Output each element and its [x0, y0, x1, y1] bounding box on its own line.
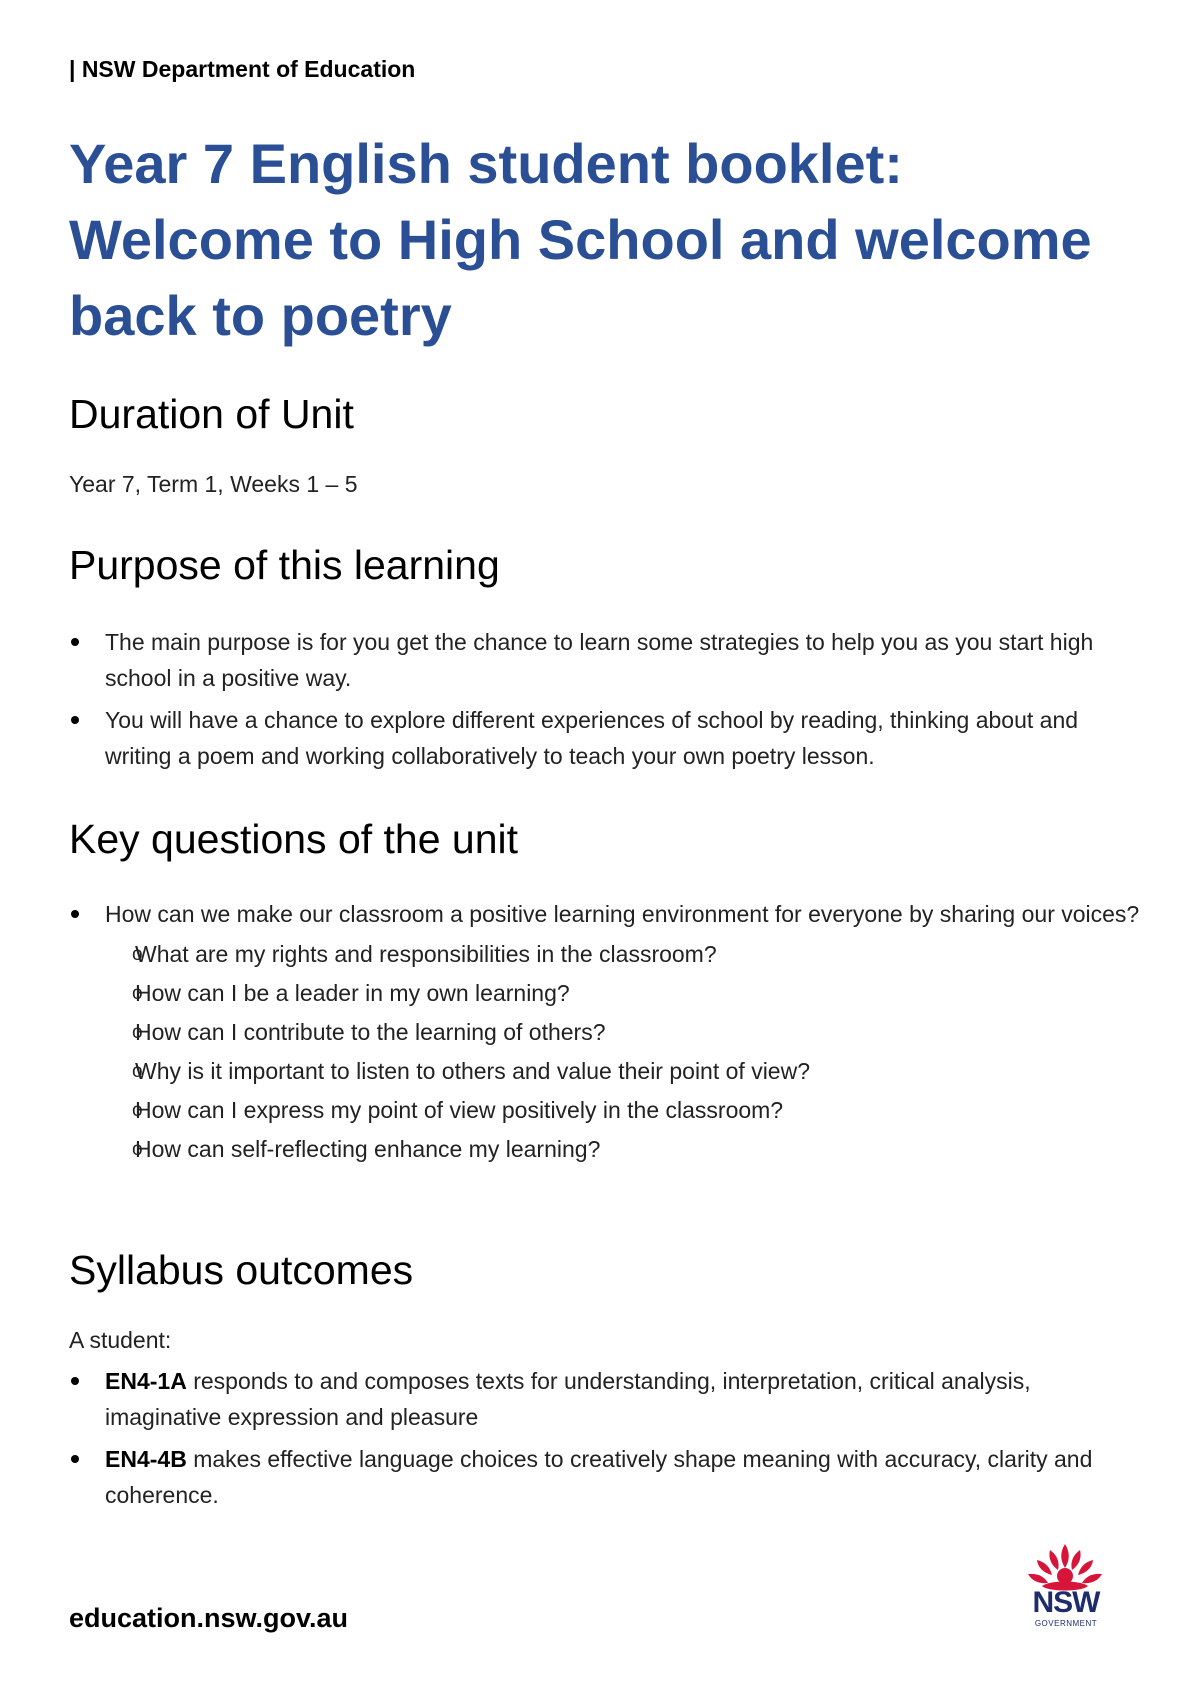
- purpose-item: You will have a chance to explore different experiences of school by reading, thinking about and writing a poem and working collaboratively to teach your own poetry lesson.: [69, 702, 1149, 774]
- outcome-code: EN4-1A: [105, 1368, 187, 1394]
- key-questions-heading: Key questions of the unit: [69, 816, 519, 862]
- outcome-text: responds to and composes texts for understanding, interpretation, critical analysis, imaginative expression and pleasure: [105, 1368, 1031, 1430]
- key-question-sub: o How can I express my point of view positively in the classroom?: [69, 1091, 1149, 1130]
- footer-url: education.nsw.gov.au: [69, 1603, 349, 1633]
- key-questions-list: [69, 896, 1149, 1175]
- outcomes-heading: Syllabus outcomes: [69, 1247, 414, 1293]
- key-question-sub: o How can I be a leader in my own learning?: [69, 974, 1149, 1013]
- outcome-item: [69, 1363, 1149, 1435]
- key-question-main-text: How can we make our classroom a positive learning environment for everyone by sharing our voices?: [105, 901, 1140, 927]
- logo-wordmark: NSW: [1032, 1586, 1100, 1619]
- purpose-item: The main purpose is for you get the chance to learn some strategies to help you as you start high school in a positive way.: [69, 624, 1149, 696]
- key-question-sub: o How can I contribute to the learning of others?: [69, 1013, 1149, 1052]
- outcome-code: EN4-4B: [105, 1446, 187, 1472]
- outcome-item: [69, 1441, 1149, 1513]
- outcomes-intro: A student:: [69, 1327, 172, 1353]
- duration-heading: Duration of Unit: [69, 391, 354, 437]
- key-question-sub: o What are my rights and responsibilities in the classroom?: [69, 935, 1149, 974]
- logo-subtext: GOVERNMENT: [1034, 1619, 1098, 1628]
- department-header: | NSW Department of Education: [69, 56, 416, 82]
- key-question-main: [69, 896, 1149, 1169]
- key-question-sub: o How can self-reflecting enhance my learning?: [69, 1130, 1149, 1169]
- duration-text: Year 7, Term 1, Weeks 1 – 5: [69, 471, 358, 497]
- outcomes-list: [69, 1363, 1149, 1519]
- key-question-sub: o Why is it important to listen to others and value their point of view?: [69, 1052, 1149, 1091]
- purpose-list: [69, 624, 1149, 780]
- purpose-heading: Purpose of this learning: [69, 542, 500, 588]
- outcome-text: makes effective language choices to creatively shape meaning with accuracy, clarity and coherence.: [105, 1446, 1093, 1508]
- page-title: Year 7 English student booklet: Welcome to High School and welcome back to poetry: [69, 132, 1092, 347]
- key-question-sublist: [105, 935, 1149, 1169]
